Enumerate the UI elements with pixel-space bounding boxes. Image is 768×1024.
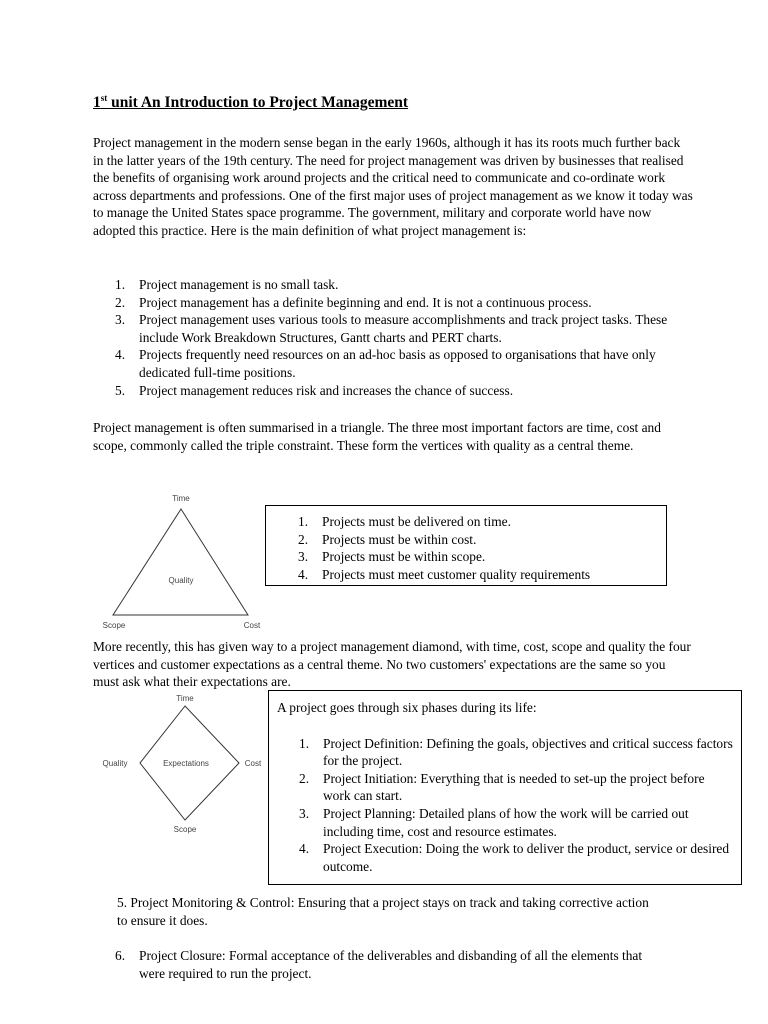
list-item: 3. Projects must be within scope. xyxy=(298,549,486,565)
list-item: 3. Project management uses various tools to measure accomplishments and track project tasks. These include Work Breakdown Structures, Gantt charts and PERT charts. xyxy=(115,312,668,345)
phases-list xyxy=(277,735,733,876)
list-item: 4. Projects must meet customer quality requirements xyxy=(298,566,591,582)
list-item: 4. Projects frequently need resources on an ad-hoc basis as opposed to organisations that have only dedicated full-time positions. xyxy=(115,347,656,380)
diamond-label-expectations: Expectations xyxy=(163,759,209,768)
phases-intro: A project goes through six phases during its life: xyxy=(277,700,537,715)
list-item: 1. Projects must be delivered on time. xyxy=(298,514,511,529)
list-item: 4. Project Execution: Doing the work to deliver the product, service or desired outcome. xyxy=(299,841,730,874)
title-superscript: st xyxy=(100,93,108,103)
phases-box xyxy=(268,690,742,885)
diamond-label-time: Time xyxy=(176,694,194,703)
diamond-label-quality: Quality xyxy=(102,759,128,768)
list-item: 6. Project Closure: Formal acceptance of the deliverables and disbanding of all the elements that were required to run the project. xyxy=(115,948,643,981)
phase-5-paragraph: 5. Project Monitoring & Control: Ensuring that a project stays on track and taking corrective action to ensure it does. xyxy=(117,895,649,928)
diamond-diagram xyxy=(95,690,270,835)
list-item: 1. Project management is no small task. xyxy=(115,277,339,292)
list-item: 3. Project Planning: Detailed plans of how the work will be carried out including time, cost and resource estimates. xyxy=(299,805,689,839)
diamond-label-cost: Cost xyxy=(244,759,262,768)
phase-6-list xyxy=(93,947,653,982)
triangle-label-scope: Scope xyxy=(102,621,126,630)
triangle-paragraph: Project management is often summarised in a triangle. The three most important factors are time, cost and scope, commonly called the triple constraint. These form the vertices with quality as a central theme. xyxy=(93,420,661,453)
intro-paragraph: Project management in the modern sense began in the early 1960s, although it has its roots much further back in the latter years of the 19th century. The need for project management was driven by businesses that realised the benefits of organising work around projects and the critical need to communicate and co-ordinate work across departments and professions. One of the first major uses of project management as we know it today was to manage the United States space programme. The government, military and corporate world have now adopted this practice. Here is the main definition of what project management is: xyxy=(93,135,693,238)
list-item: 2. Project Initiation: Everything that is needed to set-up the project before work can start. xyxy=(299,770,705,804)
triangle-requirements-list xyxy=(276,513,666,583)
triangle-shape xyxy=(113,509,248,615)
triangle-diagram xyxy=(95,490,270,632)
triangle-label-quality: Quality xyxy=(168,576,194,585)
triangle-label-time: Time xyxy=(172,494,190,503)
definition-list xyxy=(93,276,693,399)
page-title xyxy=(93,93,408,112)
triangle-label-cost: Cost xyxy=(243,621,261,630)
list-item: 1. Project Definition: Defining the goals, objectives and critical success factors for the project. xyxy=(299,735,733,769)
title-number: 1 xyxy=(93,94,101,111)
diamond-label-scope: Scope xyxy=(173,825,197,834)
triangle-requirements-box xyxy=(265,505,667,586)
list-item: 5. Project management reduces risk and increases the chance of success. xyxy=(115,382,514,398)
list-item: 2. Projects must be within cost. xyxy=(298,531,477,547)
list-item: 2. Project management has a definite beginning and end. It is not a continuous process. xyxy=(115,294,592,310)
diamond-paragraph: More recently, this has given way to a project management diamond, with time, cost, scope and quality the four vertices and customer expectations as a central theme. No two customers' expectations are the same so you must ask what their expectations are. xyxy=(93,639,691,690)
title-text: unit An Introduction to Project Management xyxy=(107,94,409,111)
